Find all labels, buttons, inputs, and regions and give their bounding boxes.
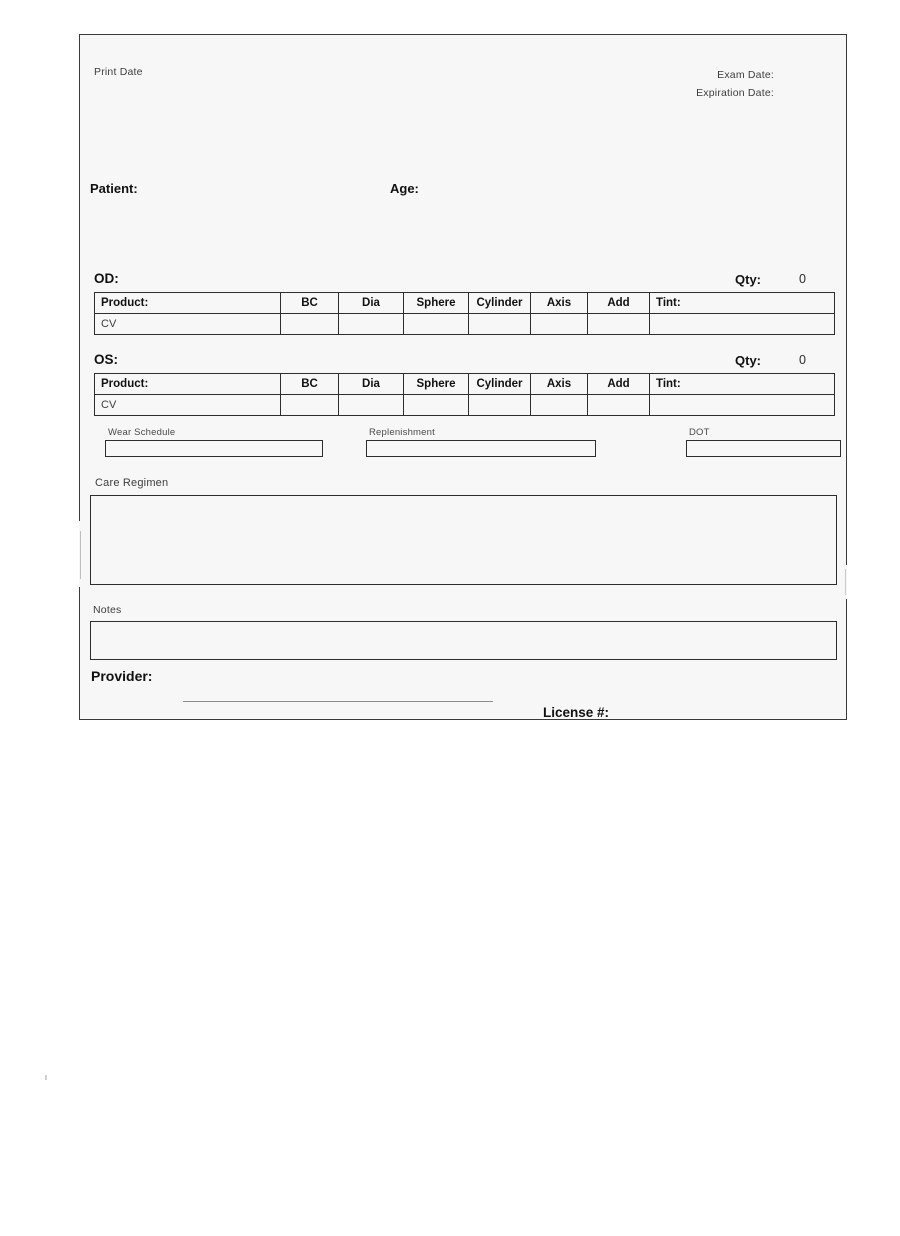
os-col-bc: BC — [281, 374, 339, 395]
od-cell-cylinder[interactable] — [469, 314, 531, 335]
os-col-add: Add — [588, 374, 650, 395]
age-label: Age: — [390, 181, 419, 196]
care-regimen-field — [90, 473, 838, 585]
od-table-row — [95, 314, 835, 335]
os-header — [94, 352, 834, 372]
os-col-cylinder: Cylinder — [469, 374, 531, 395]
od-col-tint: Tint: — [650, 293, 835, 314]
od-col-bc: BC — [281, 293, 339, 314]
od-cell-dia[interactable] — [339, 314, 404, 335]
od-col-dia: Dia — [339, 293, 404, 314]
os-cell-tint[interactable] — [650, 395, 835, 416]
wear-schedule-label: Wear Schedule — [108, 427, 176, 438]
os-cell-product[interactable]: CV — [95, 395, 281, 416]
od-col-axis: Axis — [531, 293, 588, 314]
dot-field — [686, 427, 841, 457]
notes-field — [90, 600, 838, 660]
patient-label: Patient: — [90, 181, 138, 196]
os-table-header-row — [95, 374, 835, 395]
od-section — [94, 271, 834, 335]
os-cell-cylinder[interactable] — [469, 395, 531, 416]
os-col-sphere: Sphere — [404, 374, 469, 395]
os-col-dia: Dia — [339, 374, 404, 395]
od-cell-add[interactable] — [588, 314, 650, 335]
os-cell-bc[interactable] — [281, 395, 339, 416]
od-cell-tint[interactable] — [650, 314, 835, 335]
schedule-fields-row — [94, 427, 834, 459]
wear-schedule-input[interactable] — [105, 440, 323, 457]
os-cell-axis[interactable] — [531, 395, 588, 416]
os-section — [94, 352, 834, 416]
print-date-label: Print Date — [94, 66, 143, 78]
notes-label: Notes — [93, 604, 122, 616]
os-qty-label: Qty: — [735, 353, 761, 368]
od-cell-product[interactable]: CV — [95, 314, 281, 335]
patient-row — [90, 181, 510, 201]
replenishment-field — [366, 427, 596, 457]
od-title: OD: — [94, 271, 119, 286]
os-qty-value: 0 — [799, 353, 806, 367]
os-col-tint: Tint: — [650, 374, 835, 395]
care-regimen-label: Care Regimen — [95, 477, 169, 489]
os-table — [94, 373, 835, 416]
license-number-label: License #: — [543, 705, 610, 720]
wear-schedule-field — [105, 427, 323, 457]
notes-input[interactable] — [90, 621, 837, 660]
od-cell-sphere[interactable] — [404, 314, 469, 335]
expiration-date-label: Expiration Date: — [696, 87, 774, 99]
od-qty-value: 0 — [799, 272, 806, 286]
od-col-sphere: Sphere — [404, 293, 469, 314]
od-cell-bc[interactable] — [281, 314, 339, 335]
scan-border-tick-left — [80, 531, 81, 579]
dot-input[interactable] — [686, 440, 841, 457]
os-cell-dia[interactable] — [339, 395, 404, 416]
scan-artifact-speck — [45, 1075, 47, 1080]
scan-border-tick-right — [845, 569, 846, 595]
provider-signature-line[interactable] — [183, 701, 493, 702]
os-cell-add[interactable] — [588, 395, 650, 416]
os-cell-sphere[interactable] — [404, 395, 469, 416]
exam-date-label: Exam Date: — [717, 69, 774, 81]
od-col-add: Add — [588, 293, 650, 314]
os-col-axis: Axis — [531, 374, 588, 395]
dot-label: DOT — [689, 427, 710, 438]
od-table — [94, 292, 835, 335]
od-header — [94, 271, 834, 291]
replenishment-input[interactable] — [366, 440, 596, 457]
replenishment-label: Replenishment — [369, 427, 435, 438]
os-table-row — [95, 395, 835, 416]
od-table-header-row — [95, 293, 835, 314]
prescription-form-page — [79, 34, 847, 720]
os-col-product: Product: — [95, 374, 281, 395]
od-cell-axis[interactable] — [531, 314, 588, 335]
od-col-cylinder: Cylinder — [469, 293, 531, 314]
exam-date-block — [696, 66, 774, 102]
os-title: OS: — [94, 352, 119, 367]
care-regimen-input[interactable] — [90, 495, 837, 585]
od-qty-label: Qty: — [735, 272, 761, 287]
provider-label: Provider: — [91, 668, 153, 684]
od-col-product: Product: — [95, 293, 281, 314]
